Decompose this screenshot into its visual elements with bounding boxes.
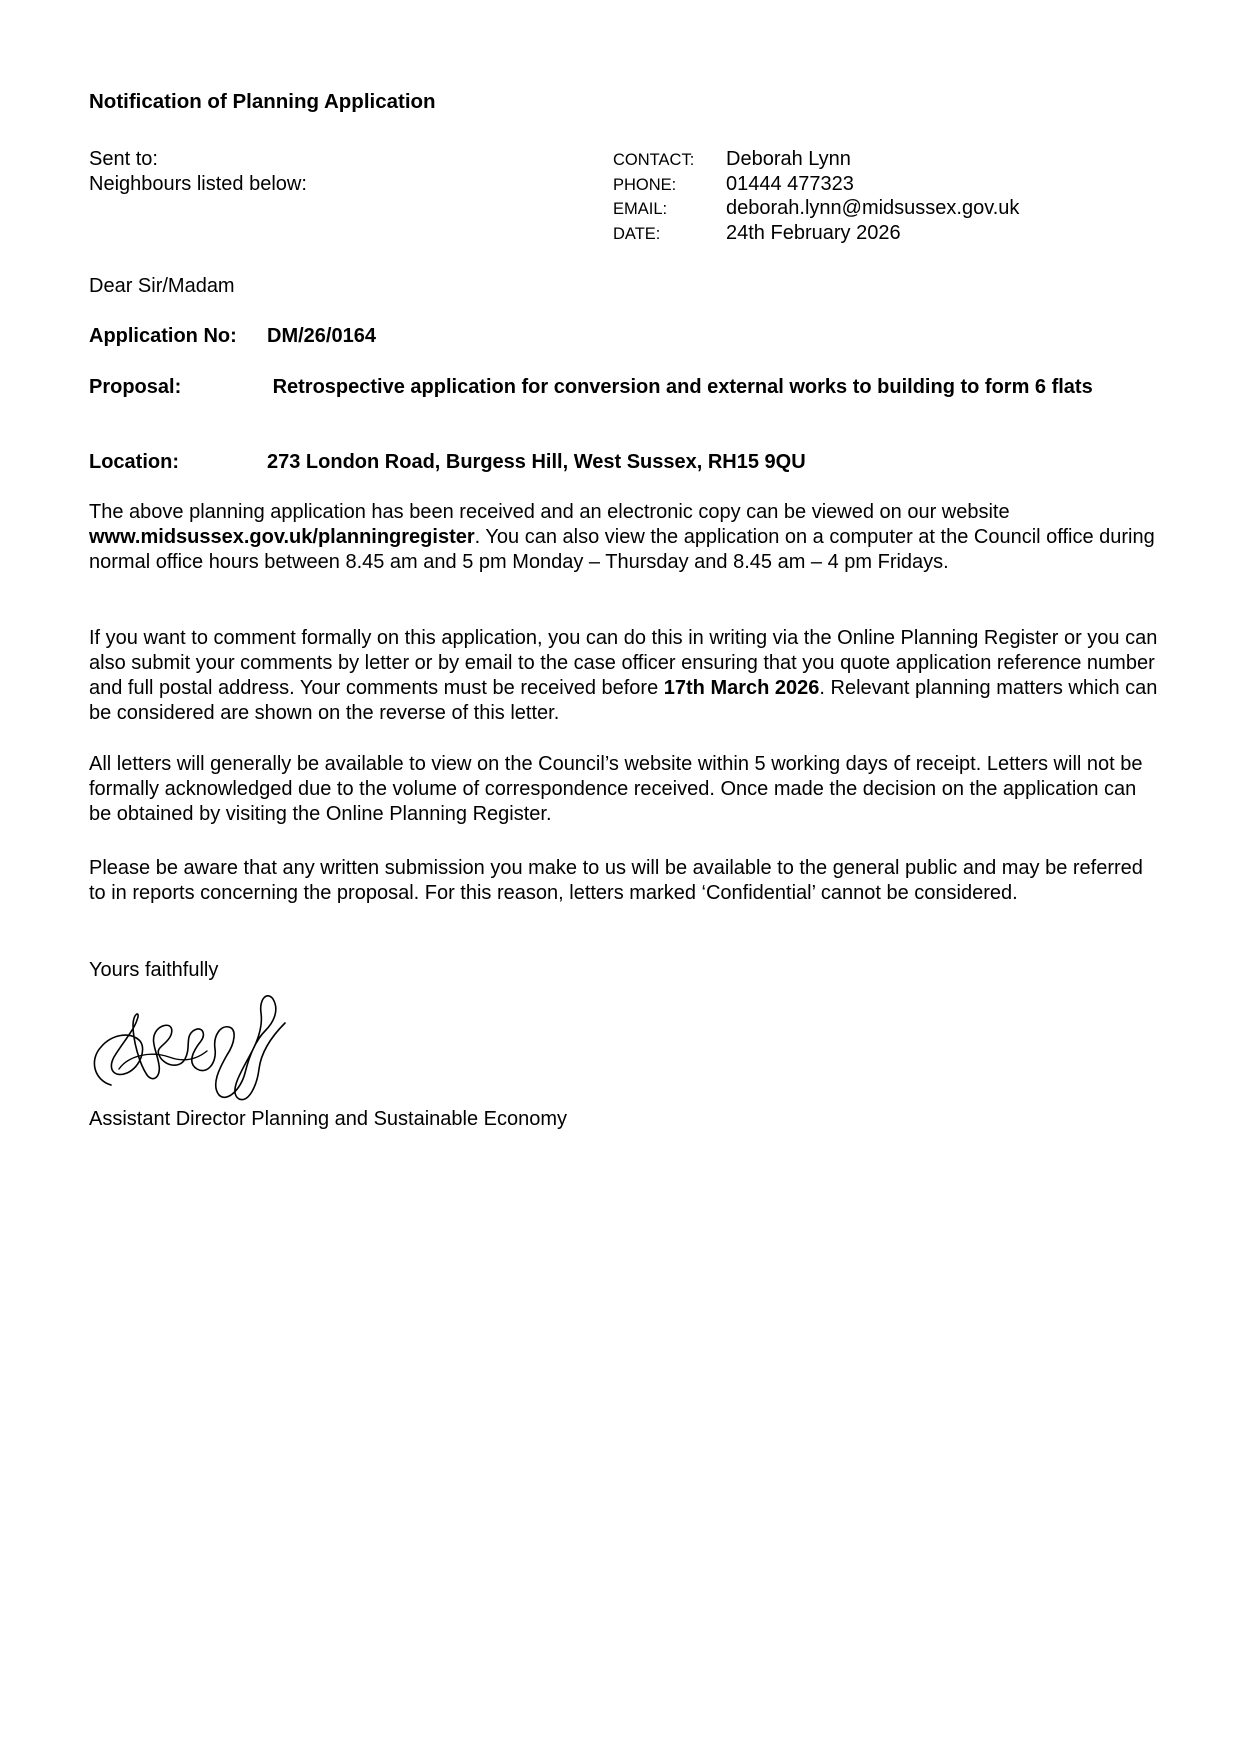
closing: Yours faithfully <box>89 959 219 981</box>
application-label: Application No: <box>89 325 237 347</box>
date-row <box>613 221 1019 246</box>
para1-text-a: The above planning application has been received and an electronic copy can be viewed on our website <box>89 501 1010 523</box>
letter-title: Notification of Planning Application <box>89 90 436 113</box>
date-label: DATE: <box>613 224 661 243</box>
proposal-label: Proposal: <box>89 376 182 398</box>
date-value: 24th February 2026 <box>726 221 901 244</box>
location-value: 273 London Road, Burgess Hill, West Sussex, RH15 9QU <box>267 451 806 473</box>
email-label: EMAIL: <box>613 200 668 218</box>
recipients: Neighbours listed below: <box>89 173 307 195</box>
signatory-title: Assistant Director Planning and Sustainable Economy <box>89 1108 568 1130</box>
paragraph-comments <box>89 626 1159 726</box>
paragraph-confidential: Please be aware that any written submission you make to us will be available to the general public and may be referred to in reports concerning the proposal. For this reason, letters marked ‘Confidential’ cannot be considered. <box>89 857 1143 904</box>
phone-row <box>613 172 1019 197</box>
contact-block <box>613 147 1019 245</box>
email-value: deborah.lynn@midsussex.gov.uk <box>726 197 1020 219</box>
application-value: DM/26/0164 <box>267 325 376 347</box>
proposal-row <box>89 375 1149 400</box>
paragraph-letters: All letters will generally be available to view on the Council’s website within 5 working days of receipt. Letters will not be formally acknowledged due to the volume of correspondence received. Once made the decision on the application can be obtained by visiting the Online Planning Register. <box>89 753 1143 825</box>
contact-row <box>613 147 1019 172</box>
location-row <box>89 450 1149 475</box>
sent-to-label: Sent to: <box>89 148 158 170</box>
para2-text-a: If you want to comment formally on this application, you can do this in writing via the Online Planning Register or you can also submit your comments by letter or by email to the case officer ensuring that you quote application reference number and full postal address. Your comments must be received before <box>89 627 1158 699</box>
signature-image <box>89 985 294 1103</box>
para2-text-b: . Relevant planning matters which can be considered are shown on the reverse of this letter. <box>89 677 1158 724</box>
contact-value: Deborah Lynn <box>726 148 851 170</box>
phone-value: 01444 477323 <box>726 172 854 195</box>
salutation: Dear Sir/Madam <box>89 275 235 297</box>
paragraph-website <box>89 500 1159 575</box>
planning-register-link[interactable]: www.midsussex.gov.uk/planningregister <box>89 526 475 548</box>
email-row <box>613 196 1019 221</box>
application-row <box>89 324 1149 349</box>
sent-to-block <box>89 147 307 197</box>
location-label: Location: <box>89 451 179 473</box>
proposal-value: Retrospective application for conversion and external works to building to form 6 flats <box>267 376 1093 398</box>
phone-label: PHONE: <box>613 175 677 194</box>
contact-label: CONTACT: <box>613 151 695 169</box>
para1-text-b: . You can also view the application on a computer at the Council office during normal office hours between 8.45 am and 5 pm Monday – Thursday and 8.45 am – 4 pm Fridays. <box>89 526 1155 573</box>
comment-deadline: 17th March 2026 <box>663 677 820 699</box>
